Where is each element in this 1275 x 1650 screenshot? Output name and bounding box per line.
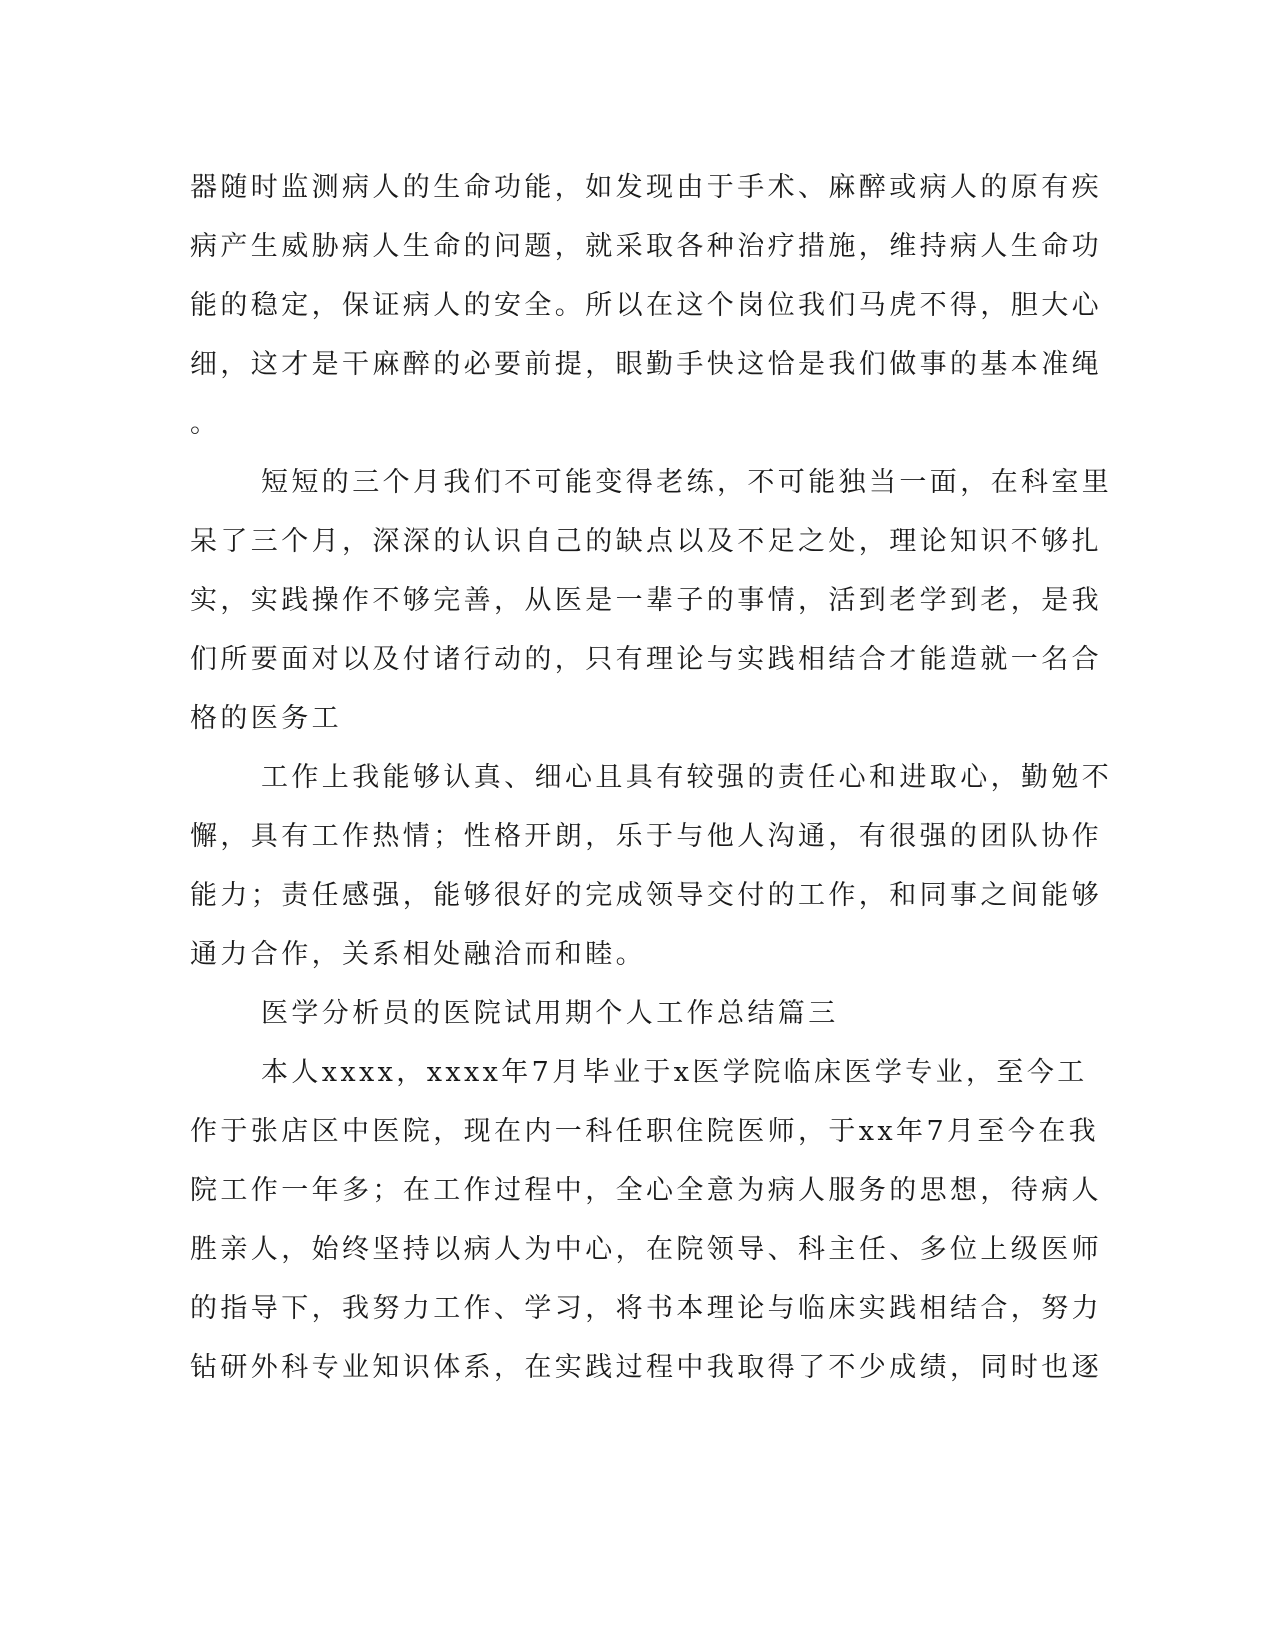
text-line: 格的医务工: [190, 703, 342, 734]
paragraph-first-line: 工作上我能够认真、细心且具有较强的责任心和进取心，勤勉不: [261, 762, 1113, 793]
text-line: 懈，具有工作热情；性格开朗，乐于与他人沟通，有很强的团队协作: [190, 821, 1102, 852]
text-line: 院工作一年多；在工作过程中，全心全意为病人服务的思想，待病人: [190, 1175, 1102, 1206]
text-line: 器随时监测病人的生命功能，如发现由于手术、麻醉或病人的原有疾: [190, 172, 1102, 203]
text-line: 钻研外科专业知识体系，在实践过程中我取得了不少成绩，同时也逐: [190, 1352, 1102, 1383]
text-line: 通力合作，关系相处融洽而和睦。: [190, 939, 646, 970]
body-text: [190, 158, 1113, 1397]
paragraph-first-line: 本人xxxx，xxxx年7月毕业于x医学院临床医学专业，至今工: [261, 1057, 1088, 1088]
paragraph-first-line: 短短的三个月我们不可能变得老练，不可能独当一面，在科室里: [261, 467, 1113, 498]
text-line: 作于张店区中医院，现在内一科任职住院医师，于xx年7月至今在我: [190, 1116, 1100, 1147]
text-line: 胜亲人，始终坚持以病人为中心，在院领导、科主任、多位上级医师: [190, 1234, 1102, 1265]
text-line: 细，这才是干麻醉的必要前提，眼勤手快这恰是我们做事的基本准绳: [190, 349, 1102, 380]
text-line: 呆了三个月，深深的认识自己的缺点以及不足之处，理论知识不够扎: [190, 526, 1102, 557]
text-line: 病产生威胁病人生命的问题，就采取各种治疗措施，维持病人生命功: [190, 231, 1102, 262]
text-line: 的指导下，我努力工作、学习，将书本理论与临床实践相结合，努力: [190, 1293, 1102, 1324]
text-line: 能的稳定，保证病人的安全。所以在这个岗位我们马虎不得，胆大心: [190, 290, 1102, 321]
text-line: 们所要面对以及付诸行动的，只有理论与实践相结合才能造就一名合: [190, 644, 1102, 675]
text-line: 实，实践操作不够完善，从医是一辈子的事情，活到老学到老，是我: [190, 585, 1102, 616]
text-line: 。: [190, 408, 221, 439]
section-heading: 医学分析员的医院试用期个人工作总结篇三: [261, 998, 839, 1029]
text-line: 能力；责任感强，能够很好的完成领导交付的工作，和同事之间能够: [190, 880, 1102, 911]
